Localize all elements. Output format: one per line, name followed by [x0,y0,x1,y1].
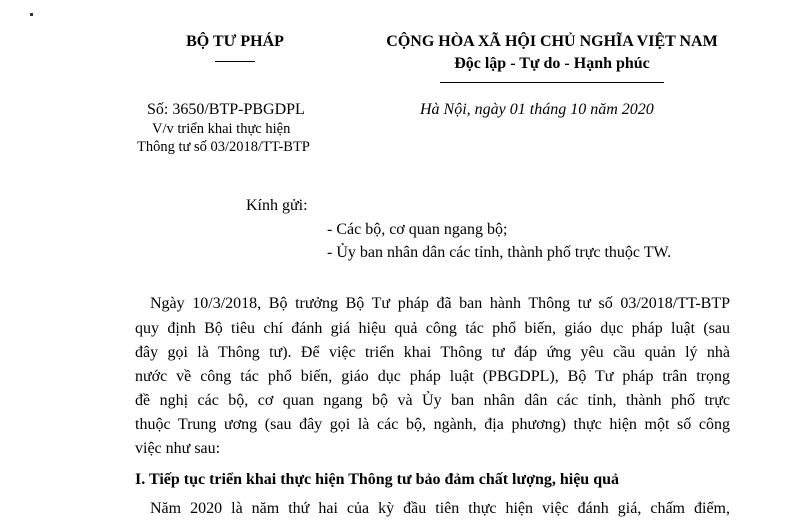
recipient-item: - Các bộ, cơ quan ngang bộ; [327,221,508,238]
subject-line-1: V/v triển khai thực hiện [152,121,291,137]
body-line: Năm 2020 là năm thứ hai của kỳ đầu tiên thực hiện việc đánh giá, chấm điểm, [150,500,730,517]
agency-underline [215,61,255,62]
recipient-item: - Ủy ban nhân dân các tỉnh, thành phố trực thuộc TW. [327,244,672,261]
place-and-date: Hà Nội, ngày 01 tháng 10 năm 2020 [420,101,654,118]
issuing-agency: BỘ TƯ PHÁP [186,33,284,50]
section-heading: I. Tiếp tục triển khai thực hiện Thông tư bảo đảm chất lượng, hiệu quả [135,471,619,488]
body-line: quy định Bộ tiêu chí đánh giá hiệu quả công tác phổ biến, giáo dục pháp luật (sau [135,320,730,337]
body-line: thuộc Trung ương (sau đây gọi là các bộ, ngành, địa phương) thực hiện một số công [135,416,730,433]
body-line: nước về công tác phổ biến, giáo dục pháp luật (PBGDPL), Bộ Tư pháp trân trọng [135,368,730,385]
salutation: Kính gửi: [246,197,308,214]
body-line: việc như sau: [135,440,221,457]
body-line: đây gọi là Thông tư). Để việc triển khai Thông tư đáp ứng yêu cầu quản lý nhà [135,344,730,361]
body-line: đề nghị các bộ, cơ quan ngang bộ và Ủy ban nhân dân các tỉnh, thành phố trực [135,392,730,409]
national-title: CỘNG HÒA XÃ HỘI CHỦ NGHĨA VIỆT NAM [386,33,718,50]
subject-line-2: Thông tư số 03/2018/TT-BTP [137,139,310,155]
document-number: Số: 3650/BTP-PBGDPL [147,101,305,118]
body-line: Ngày 10/3/2018, Bộ trưởng Bộ Tư pháp đã ban hành Thông tư số 03/2018/TT-BTP [150,295,730,312]
national-motto: Độc lập - Tự do - Hạnh phúc [454,55,650,72]
scan-speck [30,13,33,16]
motto-underline [440,82,664,83]
